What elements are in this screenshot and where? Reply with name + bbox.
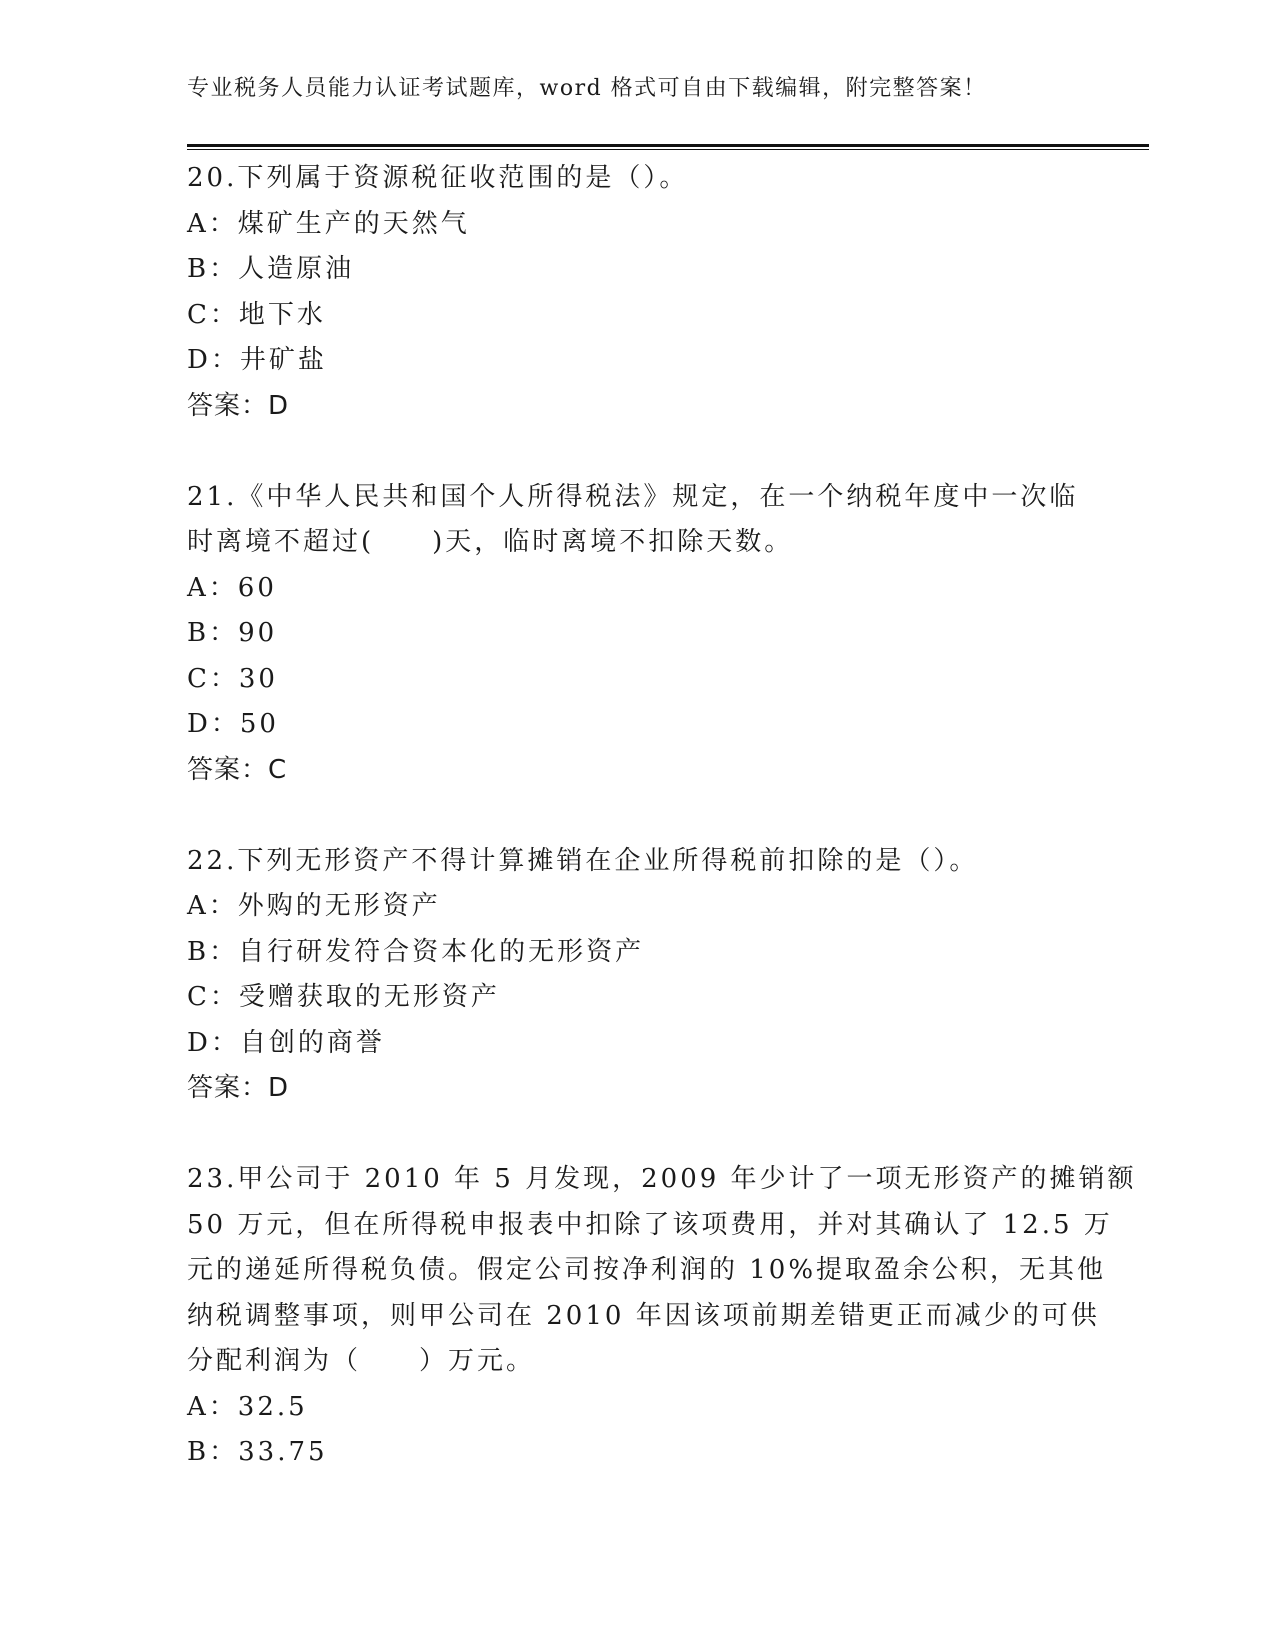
option-b: B：33.75 (187, 1437, 328, 1467)
answer-line: 答案：D (187, 1073, 290, 1103)
question-stem: 23.甲公司于 2010 年 5 月发现，2009 年少计了一项无形资产的摊销额 (187, 1164, 1137, 1194)
question-stem: 22.下列无形资产不得计算摊销在企业所得税前扣除的是（）。 (187, 845, 979, 876)
answer-line: 答案：C (187, 754, 288, 785)
question-23 (187, 1157, 1137, 1476)
option-c: C：受赠获取的无形资产 (187, 982, 500, 1012)
option-b: B：人造原油 (187, 254, 355, 284)
option-d: D：50 (187, 709, 279, 739)
question-stem: 纳税调整事项，则甲公司在 2010 年因该项前期差错更正而减少的可供 (187, 1300, 1100, 1331)
option-a: A：60 (187, 572, 277, 603)
question-stem: 20.下列属于资源税征收范围的是（）。 (187, 163, 689, 193)
answer-line: 答案：D (187, 390, 290, 421)
question-20 (187, 156, 1087, 429)
option-a: A：32.5 (187, 1391, 308, 1422)
option-c: C：30 (187, 663, 278, 694)
question-22 (187, 839, 1087, 1112)
option-a: A：煤矿生产的天然气 (187, 208, 470, 239)
option-c: C：地下水 (187, 299, 326, 330)
option-b: B：自行研发符合资本化的无形资产 (187, 936, 645, 967)
option-a: A：外购的无形资产 (187, 891, 441, 921)
option-d: D：井矿盐 (187, 345, 327, 375)
question-stem: 分配利润为（ ）万元。 (187, 1346, 536, 1376)
question-list (187, 156, 1137, 1476)
header-divider (187, 144, 1149, 150)
question-stem: 元的递延所得税负债。假定公司按净利润的 10%提取盈余公积，无其他 (187, 1255, 1107, 1285)
page-header: 专业税务人员能力认证考试题库，word 格式可自由下载编辑，附完整答案！ (187, 76, 987, 101)
question-stem: 21.《中华人民共和国个人所得税法》规定，在一个纳税年度中一次临 (187, 481, 1079, 512)
option-d: D：自创的商誉 (187, 1027, 385, 1058)
question-stem: 50 万元，但在所得税申报表中扣除了该项费用，并对其确认了 12.5 万 (187, 1209, 1113, 1240)
question-stem: 时离境不超过( )天，临时离境不扣除天数。 (187, 527, 794, 557)
option-b: B：90 (187, 618, 278, 648)
question-21 (187, 475, 1087, 794)
